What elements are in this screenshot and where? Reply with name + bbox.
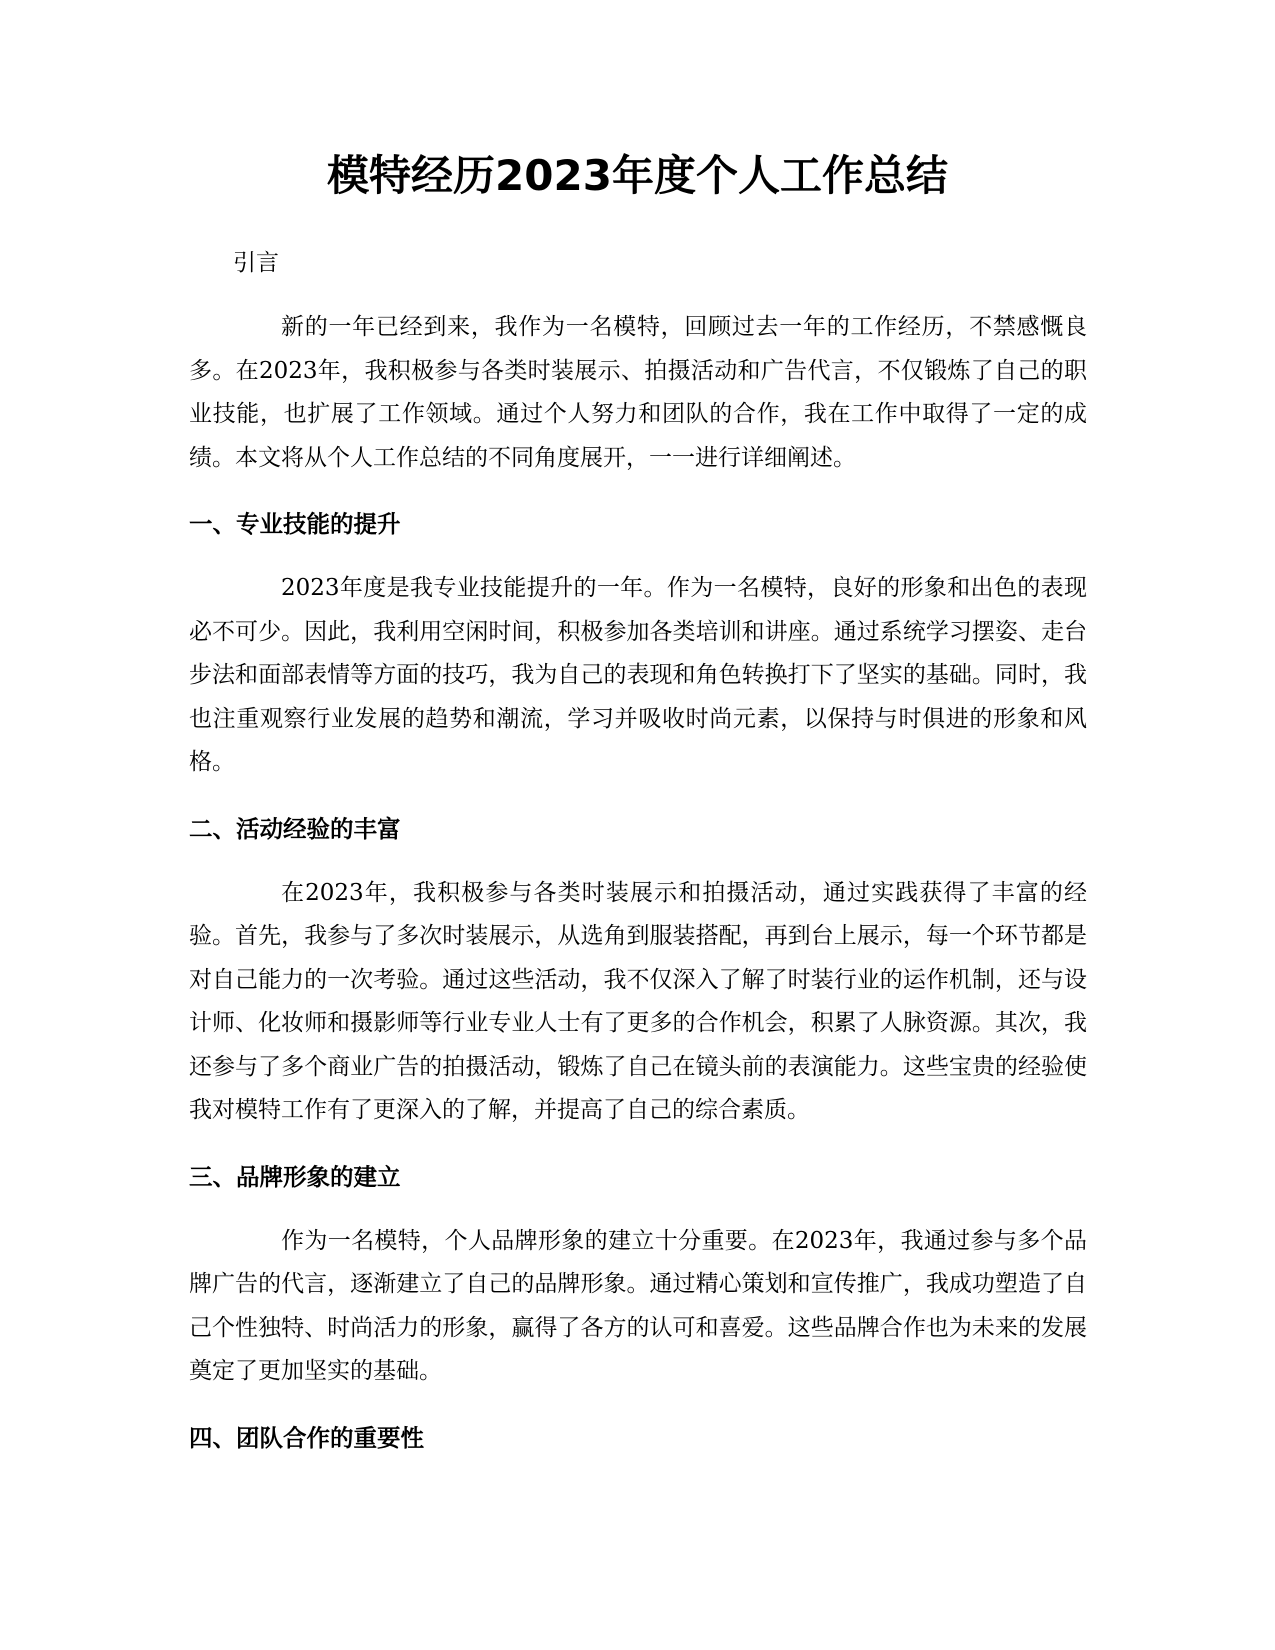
section-heading-brand: 三、品牌形象的建立 [189,1162,401,1191]
document-body [189,306,1087,1481]
document-title: 模特经历2023年度个人工作总结 [327,151,948,200]
section-heading-teamwork: 四、团队合作的重要性 [189,1423,424,1452]
intro-label: 引言 [233,250,279,276]
intro-paragraph: 新的一年已经到来，我作为一名模特，回顾过去一年的工作经历，不禁感慨良多。在2023年，我积极参与各类时装展示、拍摄活动和广告代言，不仅锻炼了自己的职业技能，也扩展了工作领域。通过个人努力和团队的合作，我在工作中取得了一定的成绩。本文将从个人工作总结的不同角度展开，一一进行详细阐述。 [189,314,1087,471]
section-paragraph-experience: 在2023年，我积极参与各类时装展示和拍摄活动，通过实践获得了丰富的经验。首先，我参与了多次时装展示，从选角到服装搭配，再到台上展示，每一个环节都是对自己能力的一次考验。通过这些活动，我不仅深入了解了时装行业的运作机制，还与设计师、化妆师和摄影师等行业专业人士有了更多的合作机会，积累了人脉资源。其次，我还参与了多个商业广告的拍摄活动，锻炼了自己在镜头前的表演能力。这些宝贵的经验使我对模特工作有了更深入的了解，并提高了自己的综合素质。 [189,879,1087,1123]
section-paragraph-skills: 2023年度是我专业技能提升的一年。作为一名模特，良好的形象和出色的表现必不可少。因此，我利用空闲时间，积极参加各类培训和讲座。通过系统学习摆姿、走台步法和面部表情等方面的技巧，我为自己的表现和角色转换打下了坚实的基础。同时，我也注重观察行业发展的趋势和潮流，学习并吸收时尚元素，以保持与时俱进的形象和风格。 [189,575,1087,775]
section-heading-experience: 二、活动经验的丰富 [189,814,401,843]
section-heading-skills: 一、专业技能的提升 [189,510,401,538]
section-paragraph-brand: 作为一名模特，个人品牌形象的建立十分重要。在2023年，我通过参与多个品牌广告的代言，逐渐建立了自己的品牌形象。通过精心策划和宣传推广，我成功塑造了自己个性独特、时尚活力的形象，赢得了各方的认可和喜爱。这些品牌合作也为未来的发展奠定了更加坚实的基础。 [189,1227,1087,1384]
